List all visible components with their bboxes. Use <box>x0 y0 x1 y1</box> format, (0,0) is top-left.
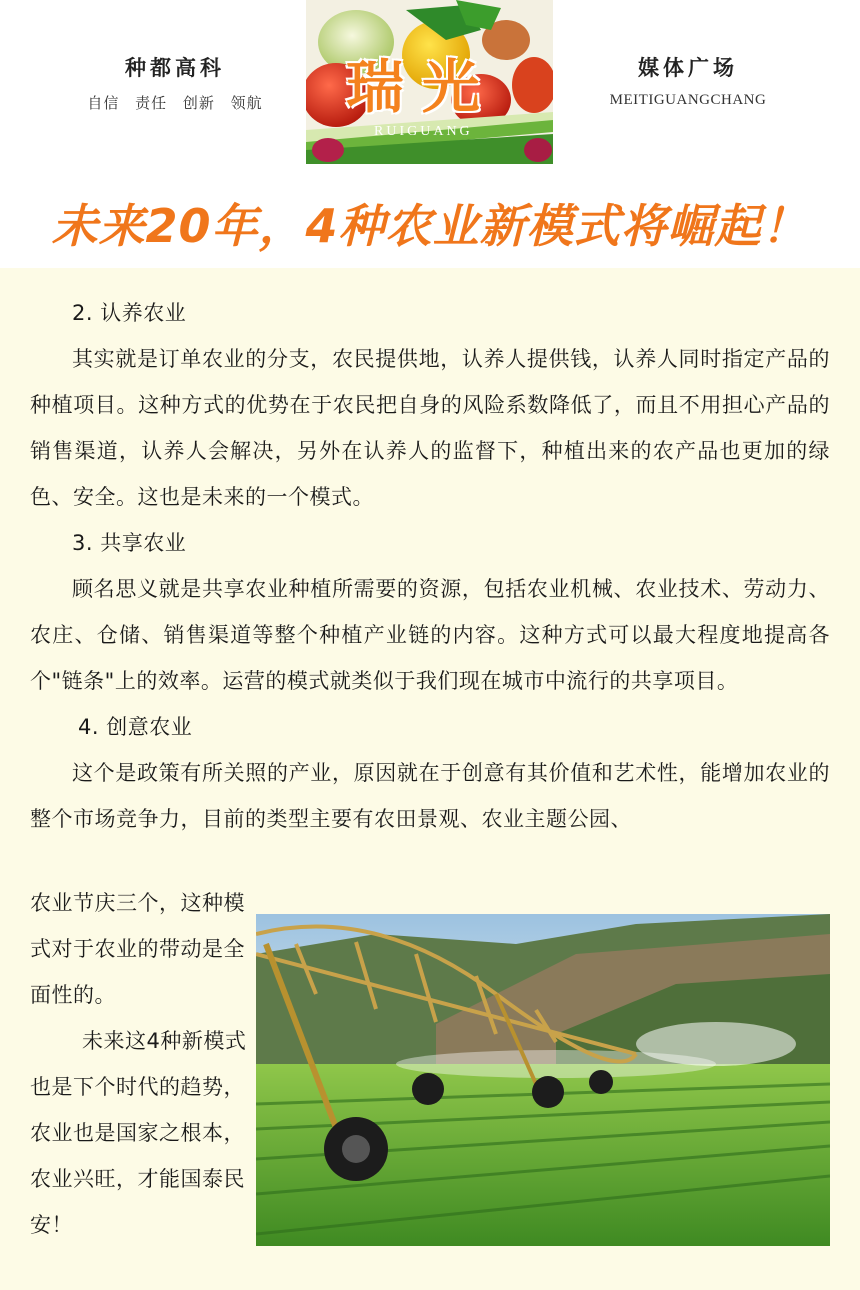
logo-pinyin: RUIGUANG <box>374 124 473 139</box>
right-brand-block <box>588 52 788 109</box>
section-title-adoption: 2. 认养农业 <box>72 301 187 325</box>
section-title-sharing: 3. 共享农业 <box>72 531 187 555</box>
page-header <box>0 0 860 268</box>
section-title-creative: 4. 创意农业 <box>78 715 193 739</box>
article-body <box>30 290 830 842</box>
logo-wordmark: 瑞光 <box>346 53 499 121</box>
right-brand-pinyin: MEITIGUANGCHANG <box>609 92 767 108</box>
section-body-adoption: 其实就是订单农业的分支，农民提供地，认养人提供钱，认养人同时指定产品的种植项目。这种方式的优势在于农民把自身的风险系数降低了，而且不用担心产品的销售渠道，认养人会解决，另外在认养人的监督下，种植出来的农产品也更加的绿色、安全。这也是未来的一个模式。 <box>30 347 830 509</box>
irrigation-illustration <box>256 914 830 1246</box>
section-body-sharing: 顾名思义就是共享农业种植所需要的资源，包括农业机械、农业技术、劳动力、农庄、仓储、销售渠道等整个种植产业链的内容。这种方式可以最大程度地提高各个"链条"上的效率。运营的模式就类似于我们现在城市中流行的共享项目。 <box>30 577 830 693</box>
section-body-creative: 这个是政策有所关照的产业，原因就在于创意有其价值和艺术性，能增加农业的整个市场竞争力，目前的类型主要有农田景观、农业主题公园、 <box>30 761 830 831</box>
closing-paragraph: 未来这4种新模式也是下个时代的趋势，农业也是国家之根本，农业兴旺，才能国泰民安！ <box>30 1029 247 1237</box>
creative-body-continued: 农业节庆三个，这种模式对于农业的带动是全面性的。 <box>30 891 245 1007</box>
irrigation-field-photo <box>256 914 830 1246</box>
ruiguang-logo <box>306 0 553 164</box>
left-brand-slogan: 自信 责任 创新 领航 <box>87 94 263 112</box>
page-headline: 未来20年，4种农业新模式将崛起！ <box>51 199 809 253</box>
right-brand-name: 媒体广场 <box>638 55 738 80</box>
left-brand-block <box>70 52 280 113</box>
left-brand-name: 种都高科 <box>125 55 225 80</box>
wrapped-text-column <box>30 880 260 1248</box>
